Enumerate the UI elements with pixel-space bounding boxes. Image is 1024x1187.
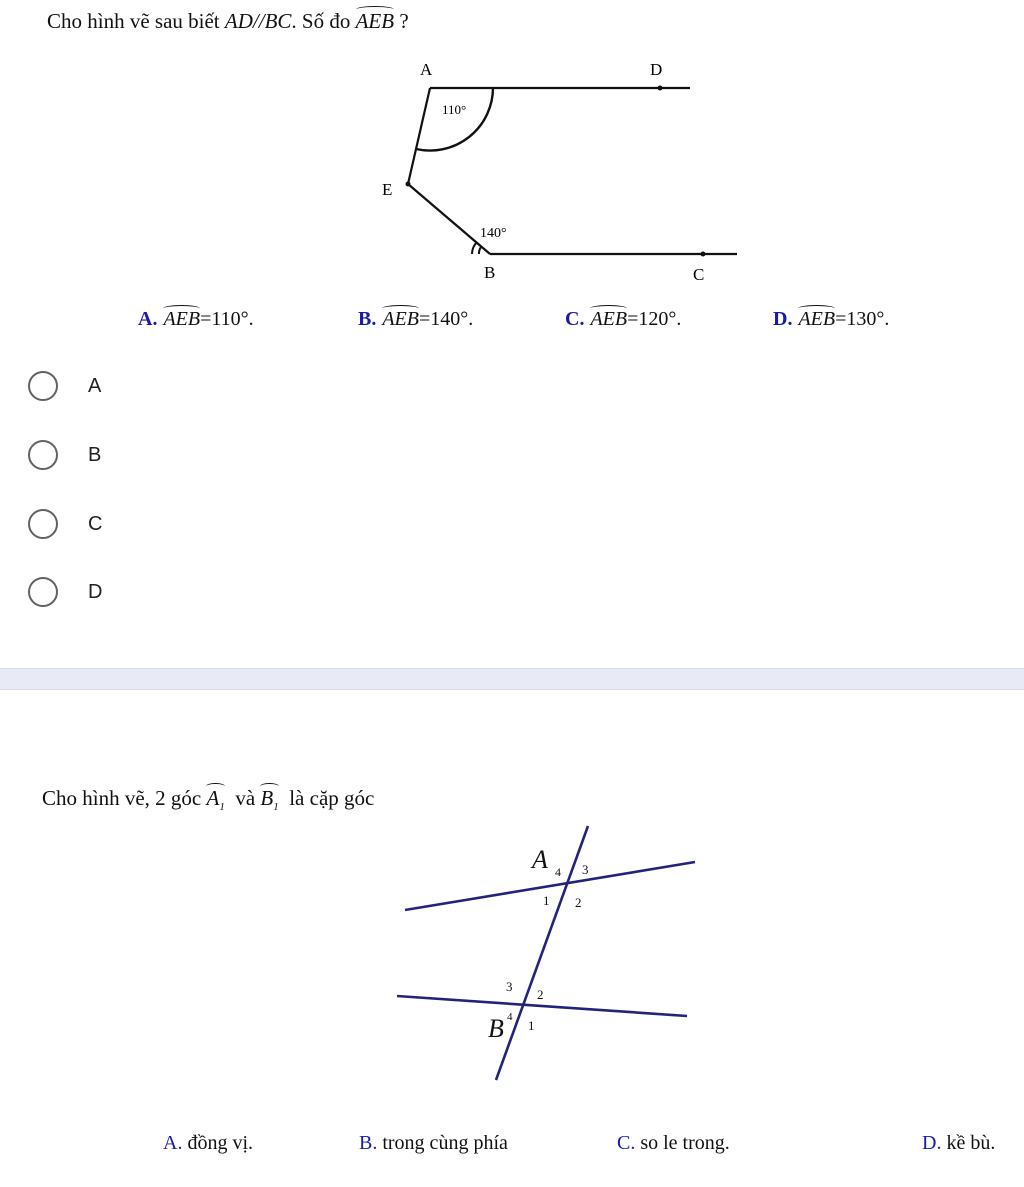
angle-subscript: 1	[273, 801, 279, 814]
question2-text-before: Cho hình vẽ, 2 góc	[42, 786, 202, 810]
radio-option-a[interactable]	[28, 366, 101, 406]
question1-text-mid: . Số đo	[291, 9, 351, 33]
radio-button-c[interactable]	[28, 509, 58, 539]
angle-letter: B	[260, 786, 274, 810]
label-a3: 3	[582, 862, 589, 877]
label-a1: 1	[543, 893, 550, 908]
line-ae	[408, 88, 430, 184]
choice-letter: A.	[163, 1132, 183, 1154]
radio-label-b: B	[88, 443, 102, 466]
question2-choice-c	[617, 1132, 730, 1155]
choice-angle: AEB	[382, 308, 419, 330]
point-c	[701, 252, 706, 257]
choice-text: trong cùng phía	[382, 1132, 508, 1154]
radio-button-d[interactable]	[28, 577, 58, 607]
label-d: D	[650, 60, 663, 79]
label-b: B	[484, 263, 496, 282]
choice-text: so le trong.	[640, 1132, 730, 1154]
question2-figure	[395, 820, 705, 1085]
line-eb	[408, 184, 490, 254]
radio-option-d[interactable]	[28, 572, 102, 612]
question1-choice-b	[358, 308, 473, 331]
choice-angle: AEB	[163, 308, 201, 330]
arc-140-outer	[472, 243, 476, 254]
question-divider	[0, 668, 1024, 690]
label-angle-110: 110°	[442, 102, 467, 117]
choice-text: kề bù.	[946, 1132, 996, 1154]
question2-text	[42, 786, 374, 813]
label-b4: 4	[507, 1011, 513, 1023]
angle-subscript: 1	[219, 801, 225, 814]
question2-choice-a	[163, 1132, 253, 1155]
question1-figure	[360, 50, 760, 295]
radio-label-a: A	[88, 374, 102, 397]
choice-letter: A.	[138, 308, 158, 330]
question2-choice-b	[359, 1132, 508, 1155]
choice-letter: B.	[358, 308, 377, 330]
question2-choice-d	[922, 1132, 995, 1155]
question2-text-mid: và	[235, 786, 256, 810]
choice-value: =140°.	[419, 308, 474, 330]
label-a: A	[532, 845, 548, 874]
question1-choice-d	[773, 308, 889, 331]
label-a4: 4	[555, 865, 561, 879]
label-c: C	[693, 265, 705, 284]
line-top	[405, 862, 695, 910]
radio-label-c: C	[88, 512, 103, 535]
choice-text: đồng vị.	[187, 1132, 254, 1154]
label-b: B	[488, 1014, 504, 1043]
choice-letter: B.	[359, 1132, 378, 1154]
question2-text-after: là cặp góc	[289, 786, 375, 810]
point-e	[406, 182, 411, 187]
question1-choice-c	[565, 308, 681, 331]
choice-angle: AEB	[590, 308, 628, 330]
question1-parallel: AD//BC	[224, 9, 292, 33]
choice-letter: C.	[565, 308, 585, 330]
label-b1: 1	[528, 1018, 535, 1033]
question2-angle-1	[206, 786, 224, 813]
question1-choice-a	[138, 308, 254, 331]
choice-value: =110°.	[200, 308, 254, 330]
question2-angle-2	[260, 786, 278, 813]
choice-letter: D.	[922, 1132, 942, 1154]
label-angle-140: 140°	[480, 226, 507, 241]
point-d	[658, 86, 663, 91]
radio-option-c[interactable]	[28, 504, 102, 544]
arc-140-inner	[479, 247, 481, 254]
radio-option-b[interactable]	[28, 435, 101, 475]
label-a2: 2	[575, 895, 582, 910]
radio-button-a[interactable]	[28, 371, 58, 401]
question1-text-before: Cho hình vẽ sau biết	[47, 9, 220, 33]
choice-value: =130°.	[835, 308, 890, 330]
choice-angle: AEB	[798, 308, 836, 330]
label-b2: 2	[537, 987, 544, 1002]
radio-label-d: D	[88, 580, 103, 603]
label-a: A	[420, 60, 433, 79]
label-b3: 3	[506, 979, 513, 994]
label-e: E	[382, 180, 393, 199]
choice-letter: C.	[617, 1132, 636, 1154]
question1-angle: AEB	[355, 9, 395, 33]
question1-text-after: ?	[399, 9, 409, 33]
question1-text	[47, 9, 409, 34]
choice-letter: D.	[773, 308, 793, 330]
angle-letter: A	[206, 786, 220, 810]
choice-value: =120°.	[627, 308, 682, 330]
radio-button-b[interactable]	[28, 440, 58, 470]
